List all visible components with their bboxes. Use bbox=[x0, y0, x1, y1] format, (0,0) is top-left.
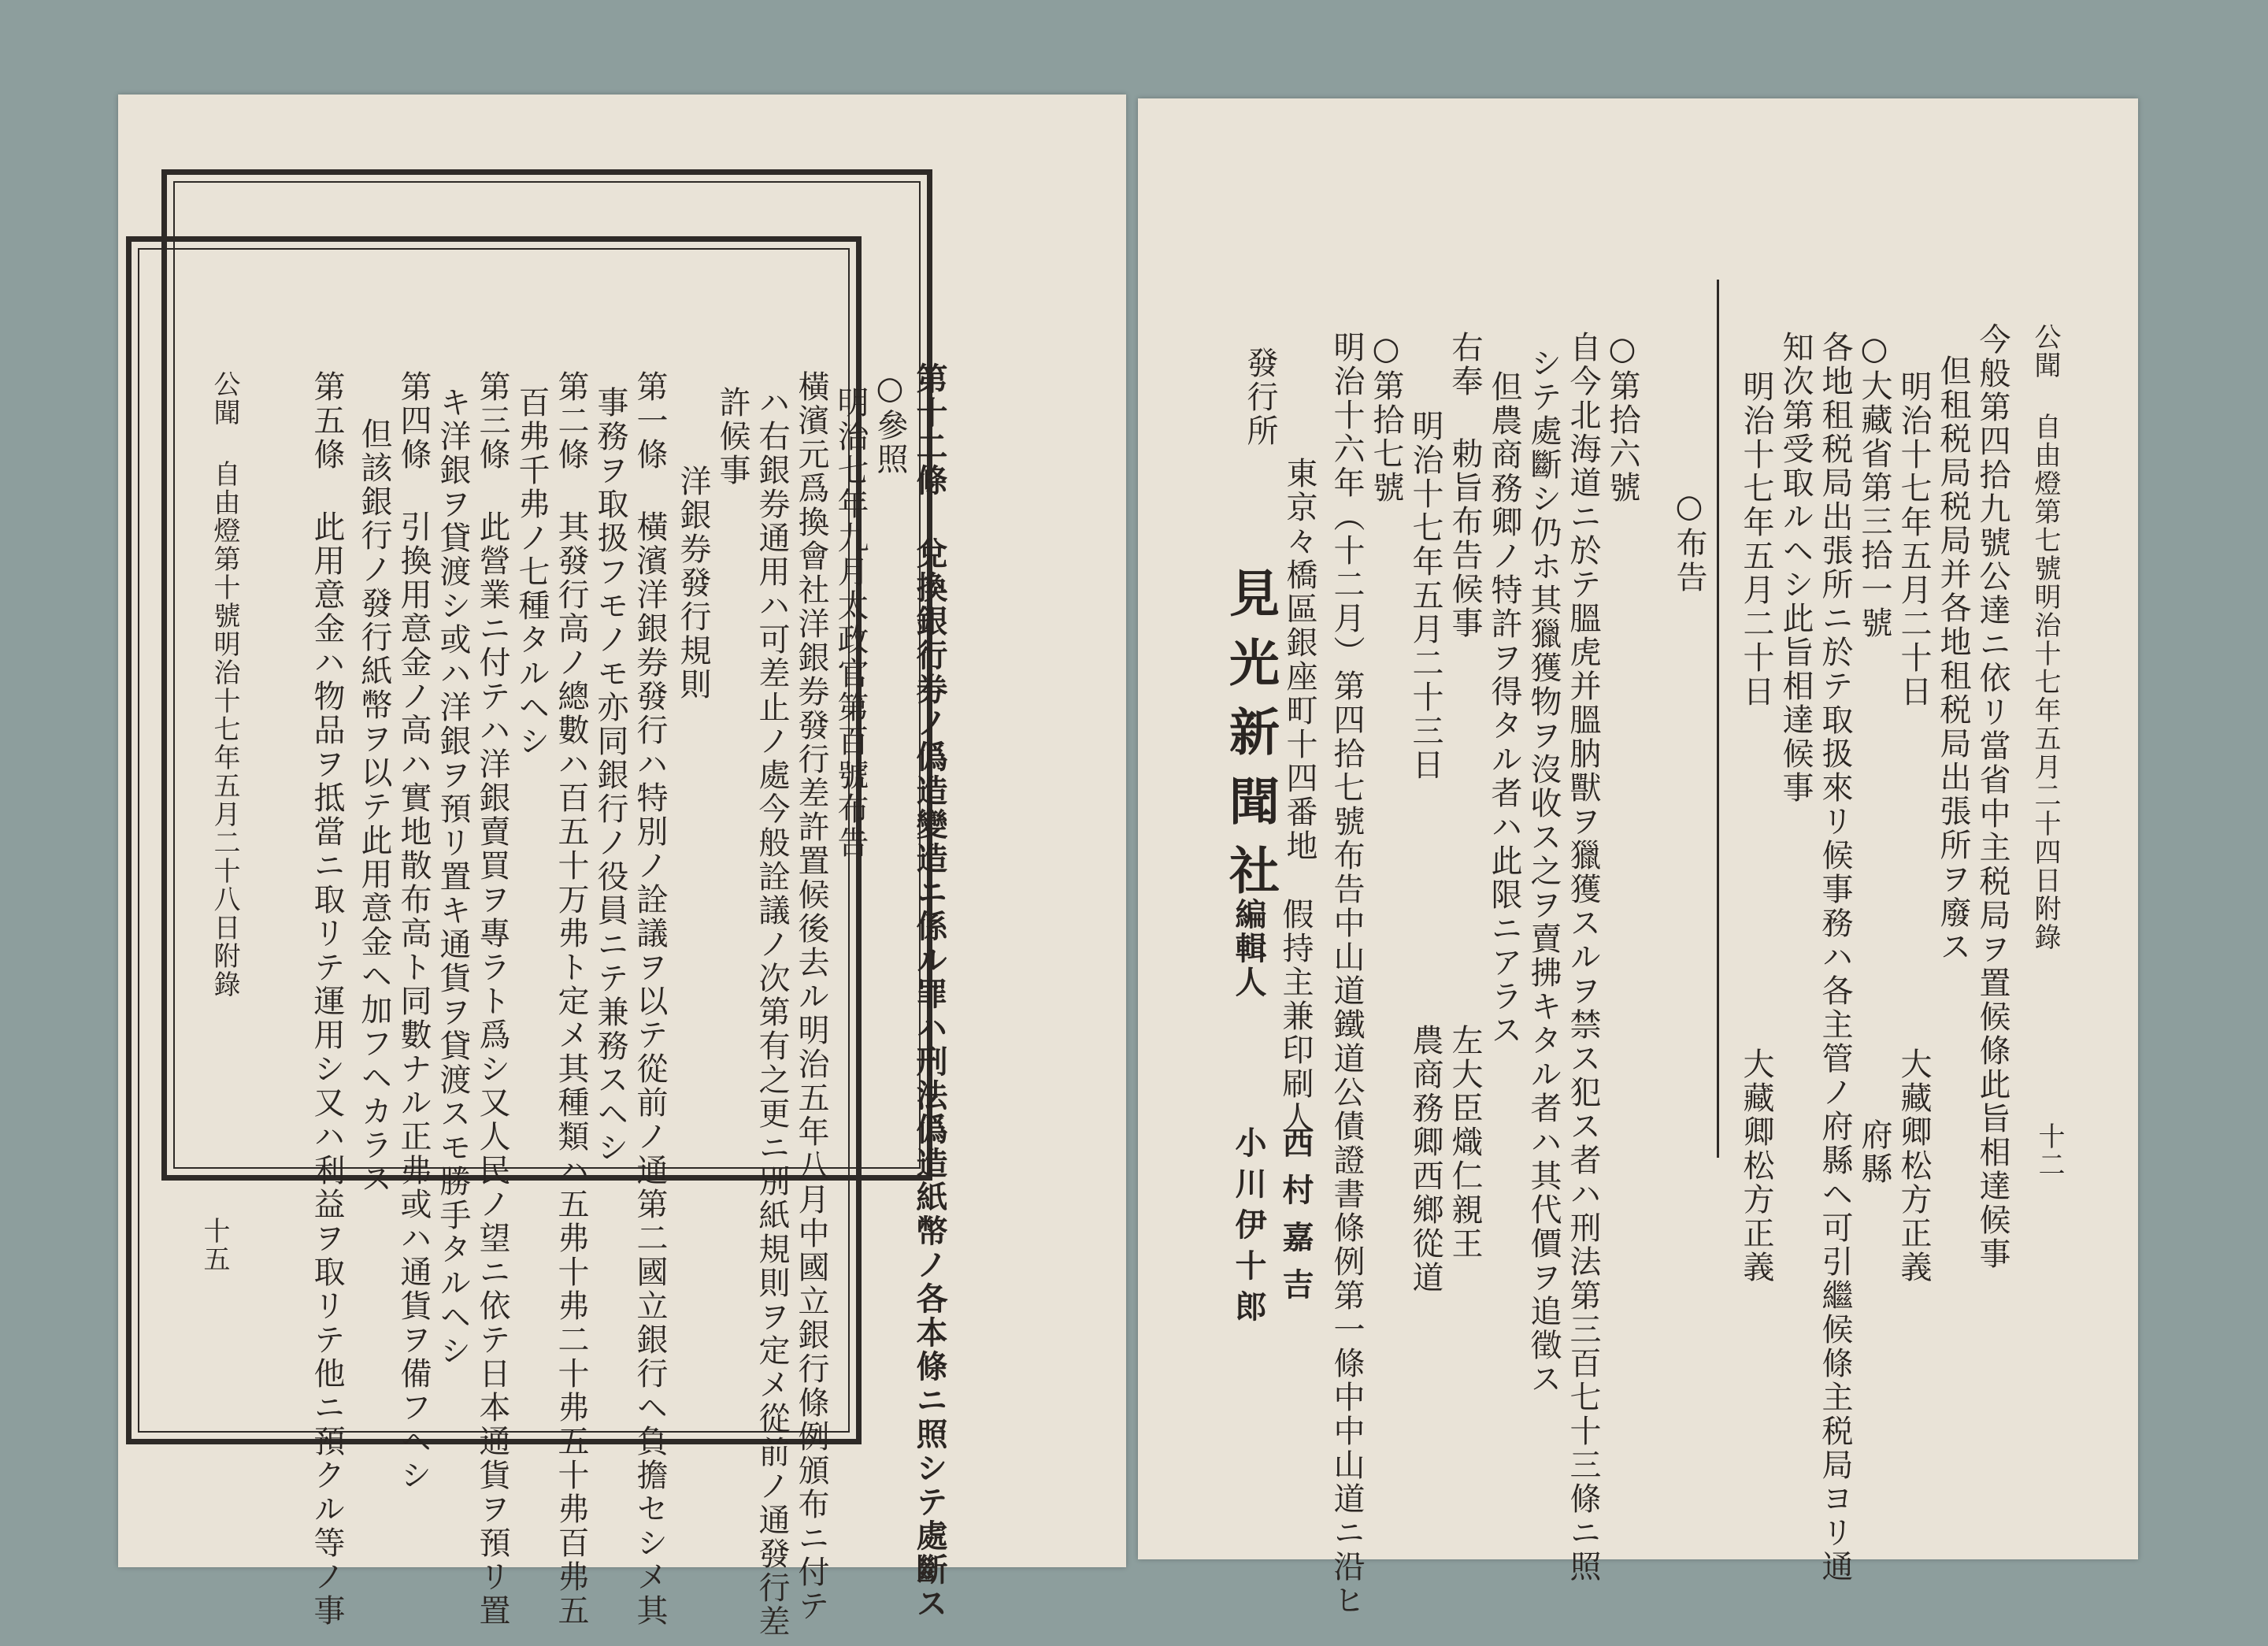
right-page-header: 公聞 自由燈第七號明治十七年五月二十四日附錄 bbox=[2029, 323, 2061, 951]
right-signature-4: 農商務卿西鄉從道 bbox=[1407, 1024, 1443, 1295]
right-signature-3: 左大臣熾仁親王 bbox=[1447, 1024, 1483, 1261]
left-line-13: 第四條 引換用意金ノ高ハ實地散布高ト同數ナル正弗或ハ通貨ヲ備フヘシ bbox=[395, 370, 432, 1492]
section-heading: ○布告 bbox=[1671, 488, 1707, 595]
left-line-7: 第一條 橫濱洋銀券發行ハ特別ノ詮議ヲ以テ從前ノ通第二國立銀行ヘ負擔セシメ其 bbox=[632, 370, 668, 1628]
right-line-10: ○第拾六號 bbox=[1604, 331, 1640, 505]
section-divider bbox=[1717, 280, 1719, 1158]
right-signature-1: 大藏卿松方正義 bbox=[1896, 1047, 1932, 1285]
left-line-3: 橫濱元爲換會社洋銀券發行差許置候後去ル明治五年八月中國立銀行條例頒布ニ付テ bbox=[793, 370, 829, 1623]
right-line-13: 但農商務卿ノ特許ヲ得タル者ハ此限ニアラス bbox=[1486, 370, 1522, 1047]
left-line-4: ハ右銀券通用ハ可差止ノ處今般詮議ノ次第有之更ニ別紙規則ヲ定メ從前ノ通發行差 bbox=[754, 386, 790, 1639]
right-line-5: 府縣 bbox=[1856, 1118, 1892, 1186]
right-line-1: 但租税局税局并各地租税局出張所ヲ廢ス bbox=[1935, 354, 1971, 964]
imprint-printer-label: 假持主兼印刷人 bbox=[1277, 898, 1314, 1135]
left-line-6-title: 洋銀券發行規則 bbox=[675, 465, 711, 702]
left-page-header: 公聞 自由燈第十號明治十七年五月二十八日附錄 bbox=[209, 370, 240, 999]
left-line-8: 事務ヲ取扱フモノモ亦同銀行ノ役員ニテ兼務スヘシ bbox=[592, 386, 628, 1165]
left-line-15: 第五條 此用意金ハ物品ヲ抵當ニ取リテ運用シ又ハ利益ヲ取リテ他ニ預クル等ノ事 bbox=[309, 370, 345, 1628]
right-signature-2: 大藏卿松方正義 bbox=[1738, 1047, 1774, 1285]
right-line-12: シテ處斷シ仍ホ其獵獲物ヲ沒收ス之ヲ賣拂キタル者ハ其代價ヲ追徵ス bbox=[1525, 347, 1562, 1396]
right-line-15: 明治十七年五月二十三日 bbox=[1407, 410, 1443, 782]
right-line-6: 各地租税局出張所ニ於テ取扱來リ候事務ハ各主管ノ府縣ヘ可引繼候條主税局ヨリ通 bbox=[1817, 331, 1853, 1584]
right-page-number: 十二 bbox=[2033, 1122, 2065, 1179]
left-line-14: 但該銀行ノ發行紙幣ヲ以テ此用意金ヘ加フヘカラス bbox=[356, 417, 392, 1196]
left-line-12: キ洋銀ヲ貸渡シ或ハ洋銀ヲ預リ置キ通貨ヲ貸渡スモ勝手タルヘシ bbox=[435, 386, 471, 1368]
right-line-11: 自今北海道ニ於テ膃虎并膃肭獸ヲ獵獲スルヲ禁ス犯ス者ハ刑法第三百七十三條ニ照 bbox=[1565, 331, 1601, 1584]
left-line-11: 第三條 此營業ニ付テハ洋銀賣買ヲ專ラト爲シ又人民ノ望ニ依テ日本通貨ヲ預リ置 bbox=[474, 370, 510, 1628]
right-line-7: 知次第受取ルヘシ此旨相達候事 bbox=[1777, 331, 1814, 805]
right-line-0: 今般第四拾九號公達ニ依リ當省中主税局ヲ置候條此旨相達候事 bbox=[1974, 323, 2010, 1271]
left-line-9: 第二條 其發行高ノ總數ハ百五十万弗ト定メ其種類ハ五弗十弗二十弗五十弗百弗五 bbox=[553, 370, 589, 1628]
imprint-publisher-label: 發行所 bbox=[1242, 347, 1278, 448]
right-line-14: 右奉 勅旨布告候事 bbox=[1447, 331, 1483, 640]
left-line-10: 百弗千弗ノ七種タルヘシ bbox=[513, 386, 550, 758]
right-line-2: 明治十七年五月二十日 bbox=[1896, 370, 1932, 709]
left-line-0: 第十二條 兌換銀行券ノ僞造變造ニ係ル罪ハ刑法僞造紙幣ノ各本條ニ照シテ處斷ス bbox=[911, 362, 948, 1621]
right-line-8: 明治十七年五月二十日 bbox=[1738, 370, 1774, 709]
imprint-publisher-name: 見光新聞社 bbox=[1221, 567, 1280, 914]
imprint-address: 東京々橋區銀座町十四番地 bbox=[1281, 457, 1317, 863]
left-line-1: ○參照 bbox=[872, 370, 908, 476]
left-line-2: 明治七年九月太政官第百號布告 bbox=[832, 386, 869, 860]
right-line-17: 明治十六年（十二月）第四拾七號布告中山道鐵道公債證書條例第一條中中山道ニ沿ヒ bbox=[1329, 331, 1365, 1618]
right-line-4: ○大藏省第三拾一號 bbox=[1856, 331, 1892, 640]
imprint-editor-name: 小川伊十郎 bbox=[1230, 1126, 1267, 1331]
left-page-number: 十五 bbox=[198, 1217, 230, 1273]
right-line-16: ○第拾七號 bbox=[1368, 331, 1404, 505]
imprint-editor-label: 編輯人 bbox=[1230, 898, 1267, 999]
imprint-printer-name: 西村嘉吉 bbox=[1277, 1126, 1314, 1315]
left-line-5: 許候事 bbox=[714, 386, 750, 487]
